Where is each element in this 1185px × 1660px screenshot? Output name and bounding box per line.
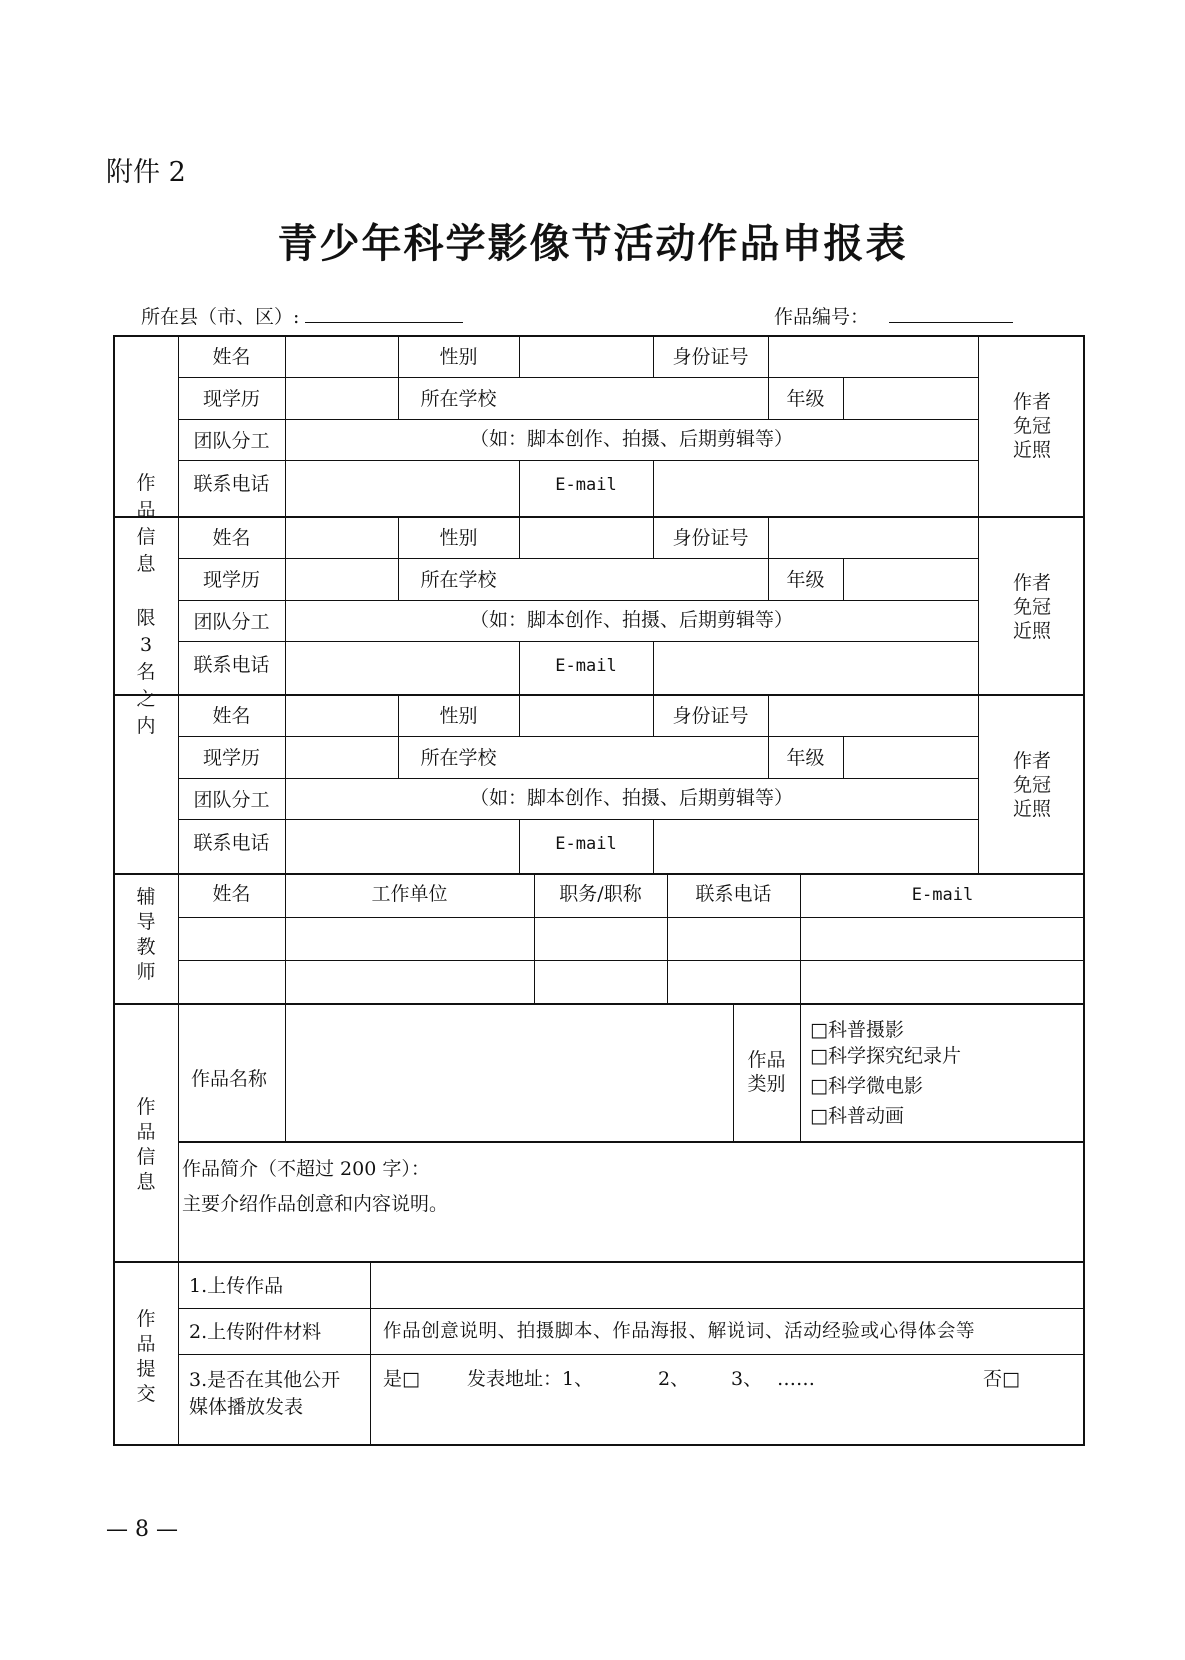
form-title: 青少年科学影像节活动作品申报表	[277, 221, 908, 267]
divider	[178, 1308, 1085, 1309]
photo-label: 免冠	[1012, 774, 1051, 796]
divider	[113, 873, 1085, 875]
teacher-row-2[interactable]	[179, 961, 1084, 1002]
work-category-options	[810, 1015, 961, 1131]
category-option[interactable]: □科学探究纪录片	[810, 1045, 961, 1067]
application-form	[113, 335, 1085, 1446]
authors-section-label: 作 品 信 息 限 3 名 之 内	[136, 472, 156, 737]
school-input[interactable]	[520, 559, 767, 599]
education-label: 现学历	[202, 569, 260, 591]
upload-attach-label: 2.上传附件材料	[189, 1321, 322, 1343]
email-input[interactable]	[654, 642, 977, 693]
photo-label: 近照	[1012, 620, 1051, 642]
school-label: 所在学校	[420, 747, 497, 769]
author-photo-box[interactable]	[979, 749, 1085, 821]
school-label: 所在学校	[420, 388, 497, 410]
education-input[interactable]	[286, 737, 397, 777]
teacher-header-unit: 工作单位	[371, 883, 448, 905]
phone-input[interactable]	[286, 820, 518, 872]
photo-label: 作者	[1012, 391, 1051, 413]
grade-label: 年级	[786, 747, 825, 769]
teacher-row-1[interactable]	[179, 918, 1084, 959]
divider	[113, 516, 1085, 518]
work-name-label: 作品名称	[191, 1068, 268, 1090]
email-label: E-mail	[555, 656, 617, 676]
role-hint: （如：脚本创作、拍摄、后期剪辑等）	[469, 609, 793, 631]
teacher-header-name: 姓名	[212, 883, 251, 905]
role-hint: （如：脚本创作、拍摄、后期剪辑等）	[469, 787, 793, 809]
upload-work-input[interactable]	[371, 1262, 1084, 1307]
email-label: E-mail	[555, 834, 617, 854]
school-input[interactable]	[520, 737, 767, 777]
role-label: 团队分工	[193, 789, 270, 811]
education-label: 现学历	[202, 388, 260, 410]
gender-label: 性别	[439, 705, 478, 727]
category-option[interactable]: □科普摄影	[810, 1019, 904, 1041]
gender-label: 性别	[439, 346, 478, 368]
photo-label: 近照	[1012, 798, 1051, 820]
public-question-line2: 媒体播放发表	[189, 1396, 304, 1418]
work-section-label: 作 品 信 息	[136, 1096, 156, 1193]
gender-input[interactable]	[520, 336, 652, 376]
grade-label: 年级	[786, 569, 825, 591]
county-field	[141, 302, 463, 329]
divider	[178, 419, 978, 420]
school-input[interactable]	[520, 378, 767, 418]
teacher-header-email: E-mail	[911, 885, 974, 905]
role-label: 团队分工	[193, 430, 270, 452]
grade-input[interactable]	[844, 378, 977, 418]
school-label: 所在学校	[420, 569, 497, 591]
role-hint: （如：脚本创作、拍摄、后期剪辑等）	[469, 428, 793, 450]
photo-label: 作者	[1012, 750, 1051, 772]
phone-input[interactable]	[286, 642, 518, 693]
author-photo-box[interactable]	[979, 571, 1085, 643]
work-intro-line2: 主要介绍作品创意和内容说明。	[182, 1193, 449, 1215]
gender-input[interactable]	[520, 517, 652, 557]
category-option[interactable]: □科学微电影	[810, 1075, 923, 1097]
work-category-label: 作品 类别	[747, 1049, 786, 1095]
id-input[interactable]	[769, 695, 977, 735]
grade-input[interactable]	[844, 559, 977, 599]
publish-address-3: 3、	[731, 1368, 763, 1390]
publish-address-2: 2、	[658, 1368, 690, 1390]
grade-label: 年级	[786, 388, 825, 410]
phone-label: 联系电话	[193, 832, 270, 854]
email-input[interactable]	[654, 820, 977, 872]
divider	[178, 778, 978, 779]
divider	[178, 1354, 1085, 1355]
photo-label: 免冠	[1012, 415, 1051, 437]
category-option[interactable]: □科普动画	[810, 1105, 904, 1127]
work-no-label: 作品编号：	[774, 306, 870, 328]
role-label: 团队分工	[193, 611, 270, 633]
divider	[800, 1003, 801, 1141]
public-no-option[interactable]: 否□	[983, 1368, 1020, 1390]
grade-input[interactable]	[844, 737, 977, 777]
attachment-label: 附件 2	[106, 157, 186, 188]
upload-attach-desc: 作品创意说明、拍摄脚本、作品海报、解说词、活动经验或心得体会等	[383, 1321, 976, 1342]
education-label: 现学历	[202, 747, 260, 769]
public-question-line1: 3.是否在其他公开	[189, 1369, 341, 1391]
county-label: 所在县（市、区）:	[141, 306, 300, 328]
divider	[113, 694, 1085, 696]
name-label: 姓名	[212, 527, 251, 549]
gender-input[interactable]	[520, 695, 652, 735]
email-label: E-mail	[555, 475, 617, 495]
public-yes-option[interactable]: 是□	[383, 1368, 420, 1390]
page-number: — 8 —	[106, 1517, 178, 1542]
county-blank[interactable]	[305, 304, 463, 323]
name-input[interactable]	[286, 695, 397, 735]
id-label: 身份证号	[672, 346, 749, 368]
id-input[interactable]	[769, 336, 977, 376]
work-intro-line1: 作品简介（不超过 200 字）：	[182, 1158, 430, 1180]
phone-label: 联系电话	[193, 654, 270, 676]
id-input[interactable]	[769, 517, 977, 557]
submit-section-label: 作 品 提 交	[136, 1308, 156, 1405]
divider	[178, 600, 978, 601]
upload-work-label: 1.上传作品	[189, 1275, 284, 1297]
publish-address-more: ……	[777, 1368, 815, 1390]
photo-label: 近照	[1012, 439, 1051, 461]
teacher-section-label: 辅 导 教 师	[136, 886, 156, 983]
work-no-field	[774, 302, 1013, 329]
name-input[interactable]	[286, 517, 397, 557]
education-input[interactable]	[286, 559, 397, 599]
publish-address-label: 发表地址：1、	[467, 1368, 594, 1390]
email-input[interactable]	[654, 461, 977, 515]
name-input[interactable]	[286, 336, 397, 376]
photo-label: 免冠	[1012, 596, 1051, 618]
id-label: 身份证号	[672, 705, 749, 727]
divider	[178, 1141, 1085, 1143]
phone-input[interactable]	[286, 461, 518, 515]
teacher-header-title: 职务/职称	[559, 883, 642, 905]
education-input[interactable]	[286, 378, 397, 418]
teacher-header-phone: 联系电话	[695, 883, 772, 905]
name-label: 姓名	[212, 346, 251, 368]
id-label: 身份证号	[672, 527, 749, 549]
author-photo-box[interactable]	[979, 390, 1085, 462]
work-no-blank[interactable]	[889, 304, 1013, 323]
work-name-input[interactable]	[286, 1004, 732, 1140]
phone-label: 联系电话	[193, 473, 270, 495]
photo-label: 作者	[1012, 572, 1051, 594]
gender-label: 性别	[439, 527, 478, 549]
name-label: 姓名	[212, 705, 251, 727]
